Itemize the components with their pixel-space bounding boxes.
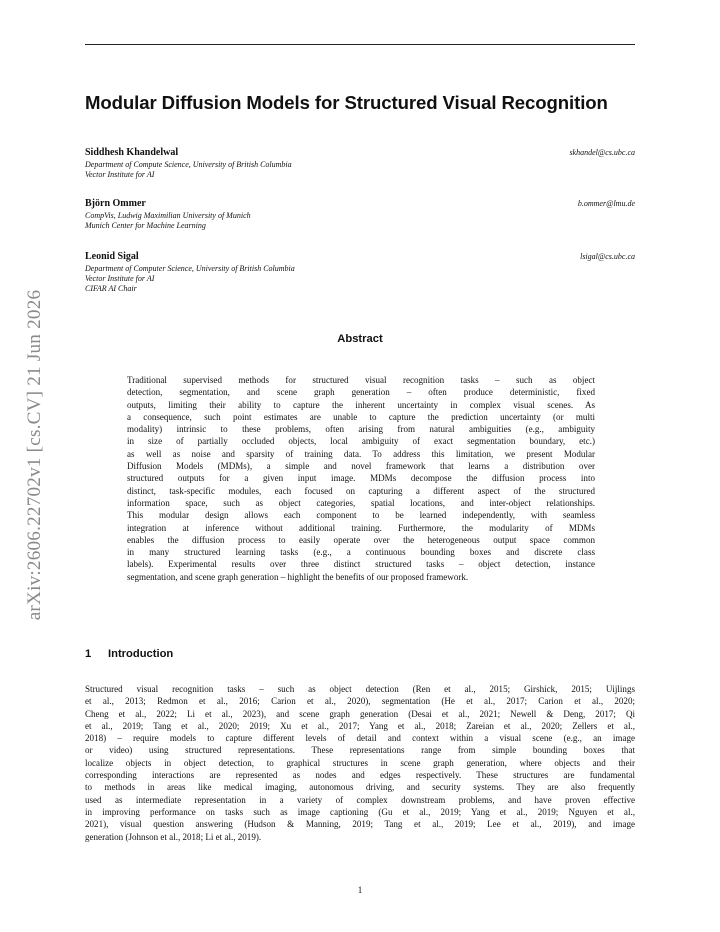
abstract-line: information space, such as object categories, spatial locations, and inter-object relationships.: [127, 497, 595, 508]
intro-line: to methods in areas like medical imaging, autonomous driving, and security systems. They are also frequently: [85, 782, 635, 793]
top-rule: [85, 44, 635, 45]
abstract-line: segmentation, and scene graph generation – highlight the benefits of our proposed framework.: [127, 571, 469, 582]
abstract-line: distinct, task-specific modules, each focused on capturing a different aspect of the structured: [127, 485, 595, 496]
intro-line: et al., 2013; Redmon et al., 2016; Carion et al., 2020), segmentation (He et al., 2017; Carion et al., 2020;: [85, 696, 635, 707]
page-number: 1: [357, 885, 363, 895]
intro-line: 2021), visual question answering (Hudson & Manning, 2019; Tang et al., 2019; Lee et al., 2019), and image: [85, 819, 635, 830]
author-affiliation: Vector Institute for AI: [85, 274, 155, 284]
abstract-line: modality) intrinsic to these problems, often arising from natural ambiguities (e.g., ambiguity: [127, 424, 595, 435]
section-heading: [85, 648, 173, 660]
author-affiliation: CIFAR AI Chair: [85, 284, 137, 294]
author-name: Siddhesh Khandelwal: [85, 147, 179, 158]
introduction-body: [85, 683, 635, 843]
abstract-line: structured outputs for a given input image. MDMs decompose the diffusion process into: [127, 473, 595, 484]
abstract-line: integration at inference without additional training. Furthermore, the modularity of MDMs: [127, 522, 595, 533]
abstract-line: Diffusion Models (MDMs), a simple and novel framework that learns a distribution over: [127, 461, 595, 472]
intro-line: Cheng et al., 2022; Li et al., 2023), and scene graph generation (Desai et al., 2021; Newell & Deng, 2017; Qi: [85, 708, 635, 719]
abstract-line: in size of partially occluded objects, local ambiguity of exact segmentation boundary, etc.): [127, 436, 595, 447]
author-affiliation: Department of Compute Science, University of British Columbia: [85, 160, 292, 169]
intro-line: 2018) – require models to capture different levels of detail and context within a visual scene (e.g., an image: [85, 733, 635, 744]
abstract-line: labels). Experimental results over three distinct structured tasks – object detection, instance: [127, 559, 595, 570]
author-affiliation: Vector Institute for AI: [85, 170, 155, 180]
author-name: Björn Ommer: [85, 198, 146, 209]
abstract-line: detection, segmentation, and scene graph generation – often produce deterministic, fixed: [127, 387, 595, 398]
abstract-body: [127, 374, 595, 583]
intro-line: corresponding interactions are represented as nodes and edges respectively. These structures are fundamental: [85, 770, 635, 781]
abstract-line: outputs, limiting their ability to capture the inherent uncertainty in complex visual scenes. As: [127, 399, 595, 410]
author-affiliation: CompVis, Ludwig Maximilian University of Munich: [85, 211, 251, 220]
intro-line: in improving performance on tasks such as image captioning (Gu et al., 2019; Yang et al., 2019; Nguyen et al.,: [85, 806, 635, 817]
intro-line: generation (Johnson et al., 2018; Li et al., 2019).: [85, 831, 262, 842]
paper-title: Modular Diffusion Models for Structured Visual Recognition: [85, 92, 608, 113]
author-block-3: [85, 251, 635, 295]
abstract-line: as well as noise and sparsity of training data. To address this limitation, we present Modular: [127, 448, 595, 459]
arxiv-stamp-text: arXiv:2606.22702v1 [cs.CV] 21 Jun 2026: [24, 289, 45, 621]
intro-line: used as intermediate representation in a variety of complex downstream problems, and have proven effective: [85, 794, 635, 805]
intro-line: localize objects in object detection, to graphical structures in scene graph generation, where objects and their: [85, 757, 635, 768]
author-affiliation: Department of Computer Science, University of British Columbia: [85, 264, 295, 273]
author-email[interactable]: skhandel@cs.ubc.ca: [569, 148, 635, 157]
author-name: Leonid Sigal: [85, 251, 139, 262]
author-affiliation: Munich Center for Machine Learning: [85, 221, 206, 231]
section-title: Introduction: [108, 648, 174, 660]
intro-line: or video) using structured representations. These representations range from simple bounding boxes that: [85, 745, 635, 756]
abstract-line: This modular design allows each component to be learned independently, with seamless: [127, 510, 595, 521]
abstract-line: enables the diffusion process to easily operate over the heterogeneous output space common: [127, 534, 595, 545]
author-block-2: [85, 198, 635, 231]
abstract-line: Traditional supervised methods for structured visual recognition tasks – such as object: [127, 375, 595, 385]
abstract-heading: Abstract: [337, 333, 383, 345]
intro-line: et al., 2019; Tang et al., 2020; 2019; Xu et al., 2017; Yang et al., 2018; Zareian et al., 2020; Zellers et al.,: [85, 720, 635, 731]
author-block-1: [85, 147, 635, 180]
author-email[interactable]: lsigal@cs.ubc.ca: [580, 252, 635, 261]
abstract-line: in many structured learning tasks (e.g., a continuous bounding boxes and discrete class: [127, 547, 595, 558]
arxiv-stamp: [5, 265, 65, 645]
section-number: 1: [85, 648, 92, 660]
abstract-line: a consequence, such point estimates are unable to capture the prediction uncertainty (or multi: [127, 411, 595, 422]
intro-line: Structured visual recognition tasks – such as object detection (Ren et al., 2015; Girshick, 2015; Uijlings: [85, 684, 635, 694]
author-email[interactable]: b.ommer@lmu.de: [577, 199, 635, 208]
